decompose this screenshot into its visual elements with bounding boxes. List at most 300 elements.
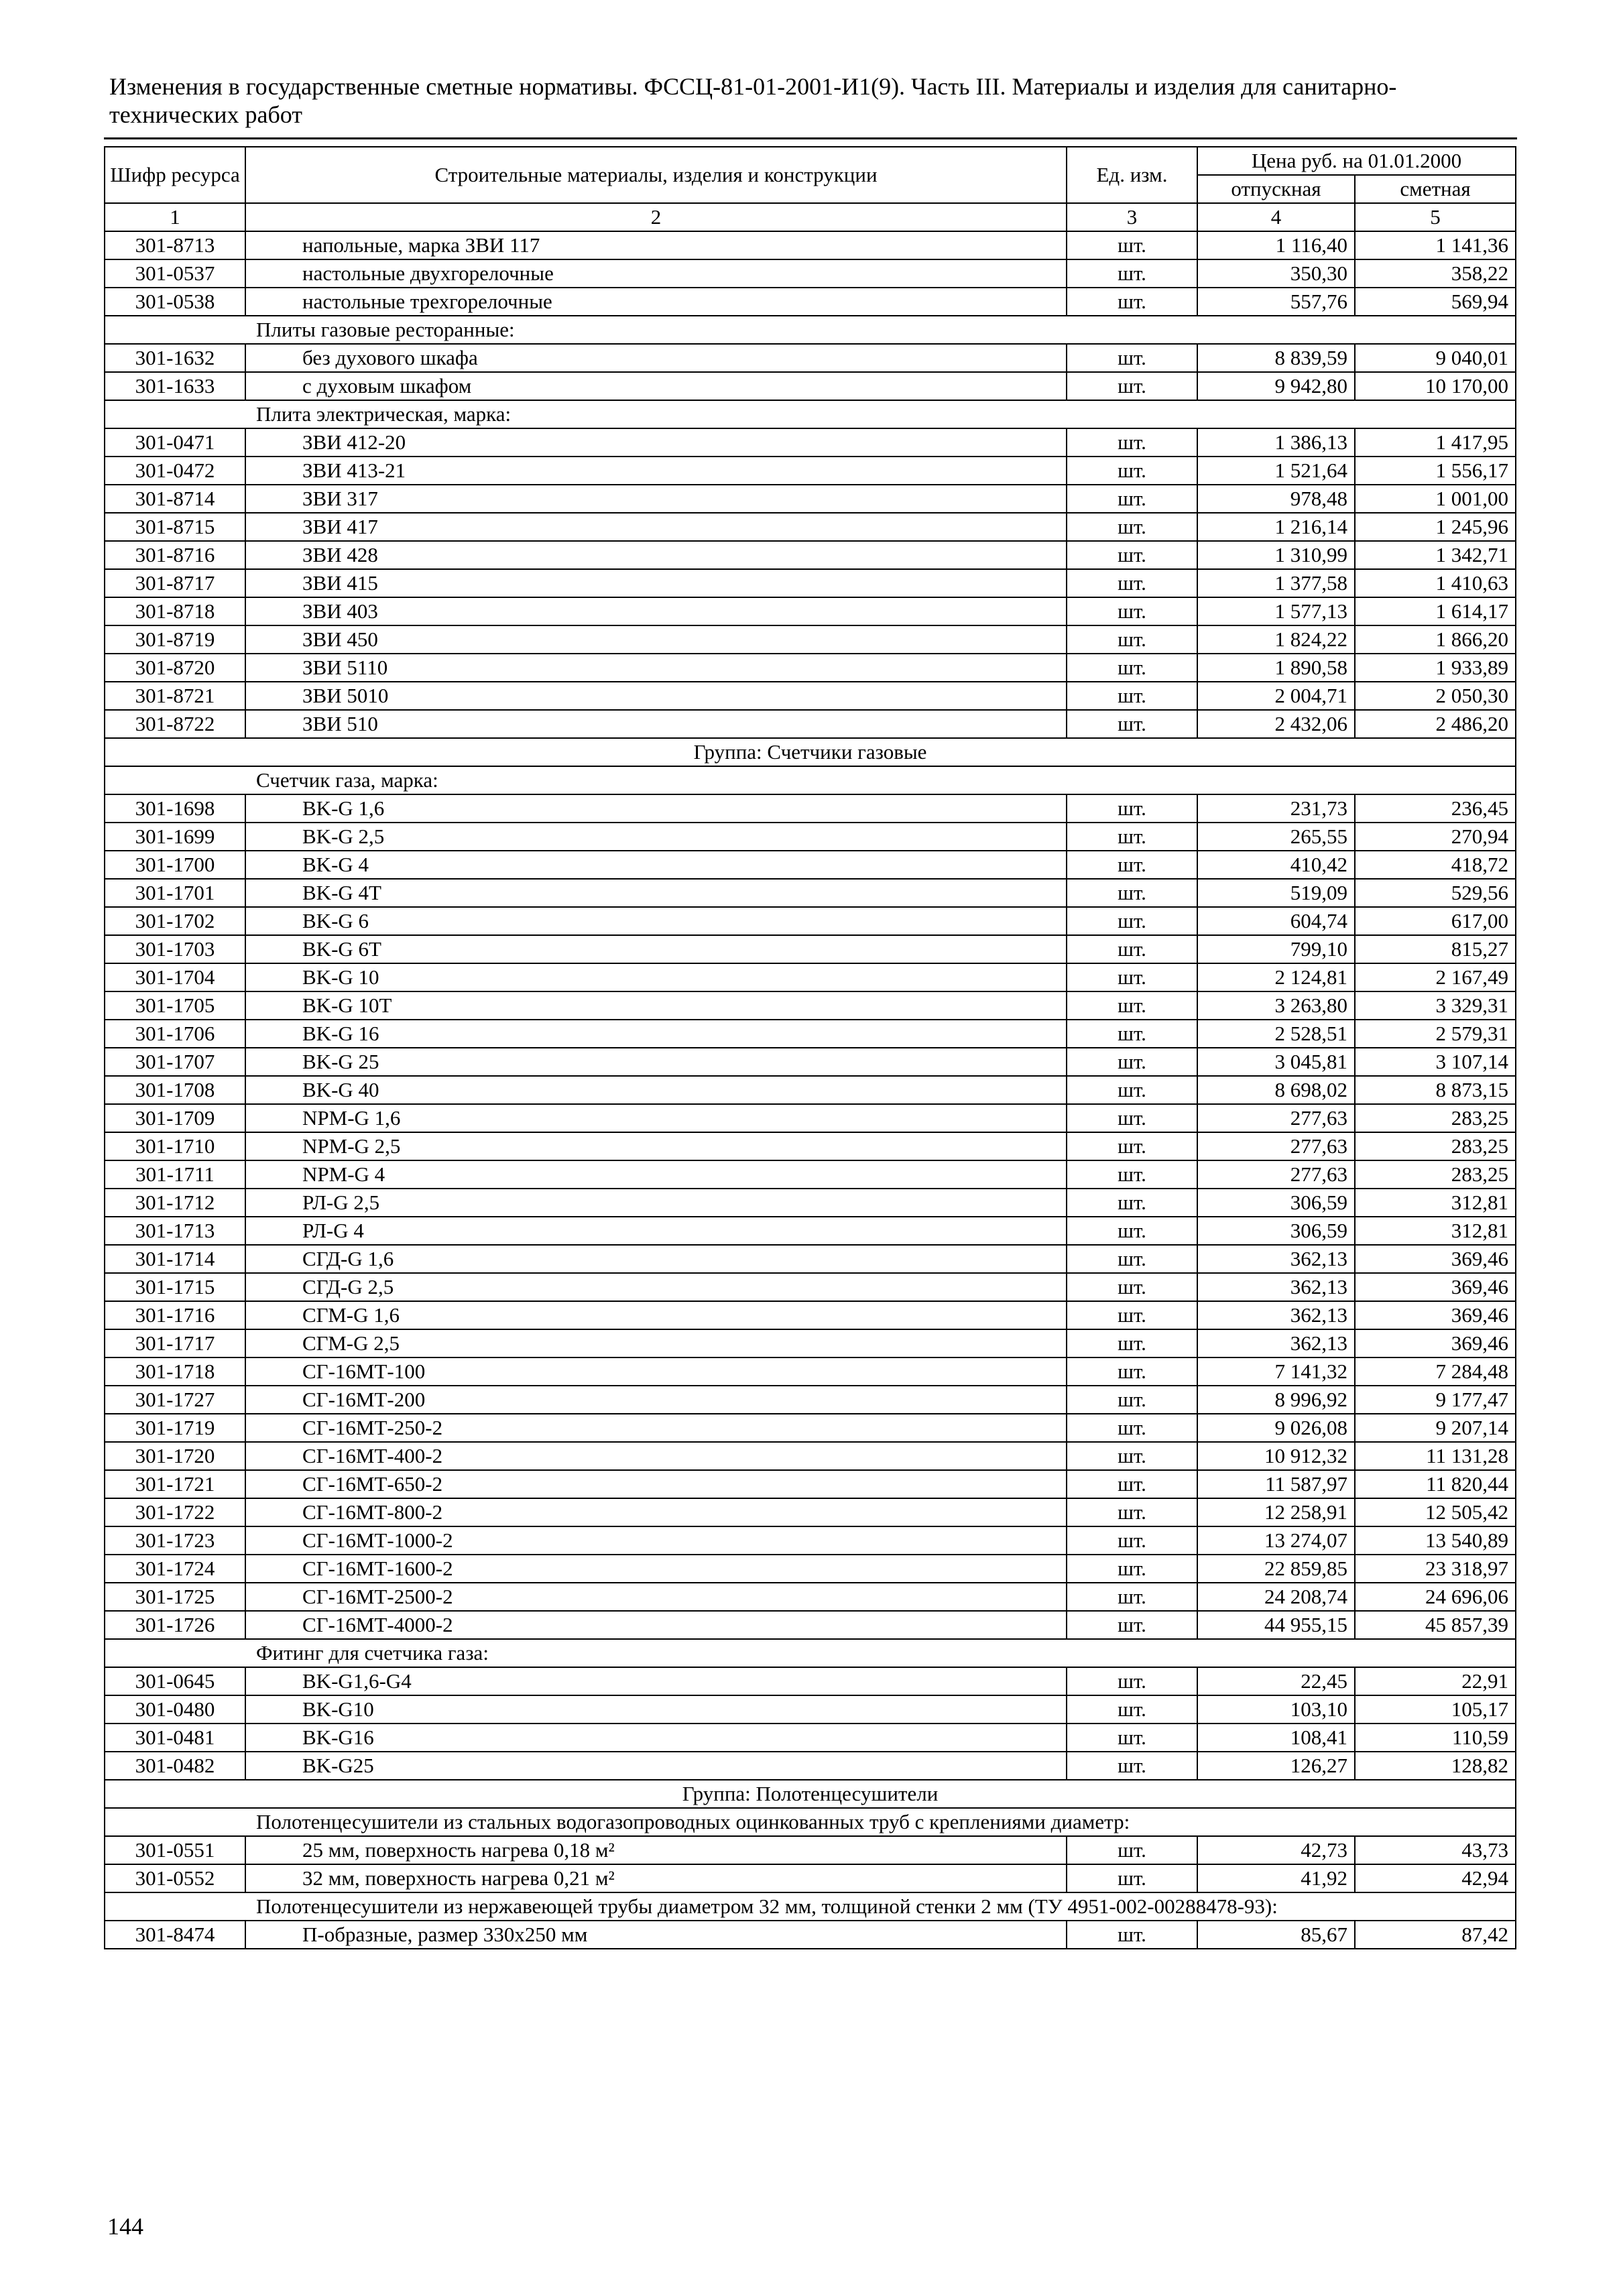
material-name: СГ-16МТ-1000-2 [245, 1526, 1067, 1555]
table-row [105, 935, 1516, 963]
group-row [105, 1780, 1516, 1808]
release-price: 1 824,22 [1197, 625, 1355, 654]
estimate-price: 369,46 [1355, 1245, 1516, 1273]
unit: шт. [1067, 1357, 1197, 1386]
table-row [105, 654, 1516, 682]
resource-code: 301-1703 [105, 935, 245, 963]
section-title: Полотенцесушители из стальных водогазопроводных оцинкованных труб с креплениями диаметр: [105, 1808, 1516, 1836]
material-name: ЗВИ 417 [245, 513, 1067, 541]
resource-code: 301-1704 [105, 963, 245, 991]
col-unit-header: Ед. изм. [1067, 147, 1197, 203]
resource-code: 301-1719 [105, 1414, 245, 1442]
material-name: ЗВИ 428 [245, 541, 1067, 569]
table-row [105, 1526, 1516, 1555]
table-row [105, 457, 1516, 485]
table-row [105, 1132, 1516, 1160]
material-name: СГ-16МТ-2500-2 [245, 1583, 1067, 1611]
material-name: СГ-16МТ-200 [245, 1386, 1067, 1414]
table-row [105, 288, 1516, 316]
resource-code: 301-8716 [105, 541, 245, 569]
unit: шт. [1067, 1442, 1197, 1470]
resource-code: 301-8721 [105, 682, 245, 710]
release-price: 277,63 [1197, 1104, 1355, 1132]
material-name: СГД-G 1,6 [245, 1245, 1067, 1273]
table-row [105, 1724, 1516, 1752]
release-price: 9 942,80 [1197, 372, 1355, 400]
estimate-price: 3 107,14 [1355, 1048, 1516, 1076]
resource-code: 301-1727 [105, 1386, 245, 1414]
unit: шт. [1067, 1667, 1197, 1695]
material-name: СГ-16МТ-650-2 [245, 1470, 1067, 1498]
resource-code: 301-1718 [105, 1357, 245, 1386]
unit: шт. [1067, 625, 1197, 654]
estimate-price: 13 540,89 [1355, 1526, 1516, 1555]
table-row [105, 485, 1516, 513]
table-row [105, 1583, 1516, 1611]
release-price: 1 386,13 [1197, 428, 1355, 457]
release-price: 362,13 [1197, 1245, 1355, 1273]
col-number: 3 [1067, 203, 1197, 231]
table-row [105, 1414, 1516, 1442]
resource-code: 301-8719 [105, 625, 245, 654]
estimate-price: 369,46 [1355, 1329, 1516, 1357]
release-price: 3 045,81 [1197, 1048, 1355, 1076]
unit: шт. [1067, 288, 1197, 316]
unit: шт. [1067, 1160, 1197, 1189]
release-price: 22,45 [1197, 1667, 1355, 1695]
release-price: 362,13 [1197, 1273, 1355, 1301]
group-title: Группа: Счетчики газовые [105, 738, 1516, 766]
unit: шт. [1067, 682, 1197, 710]
unit: шт. [1067, 794, 1197, 823]
material-name: BK-G1,6-G4 [245, 1667, 1067, 1695]
table-row [105, 1048, 1516, 1076]
unit: шт. [1067, 654, 1197, 682]
release-price: 103,10 [1197, 1695, 1355, 1724]
material-name: П-образные, размер 330х250 мм [245, 1921, 1067, 1949]
resource-code: 301-0480 [105, 1695, 245, 1724]
estimate-price: 23 318,97 [1355, 1555, 1516, 1583]
release-price: 557,76 [1197, 288, 1355, 316]
resource-code: 301-1722 [105, 1498, 245, 1526]
resource-code: 301-1720 [105, 1442, 245, 1470]
release-price: 8 996,92 [1197, 1386, 1355, 1414]
estimate-price: 42,94 [1355, 1864, 1516, 1892]
resource-code: 301-1708 [105, 1076, 245, 1104]
estimate-price: 617,00 [1355, 907, 1516, 935]
estimate-price: 1 245,96 [1355, 513, 1516, 541]
resource-code: 301-1715 [105, 1273, 245, 1301]
unit: шт. [1067, 1498, 1197, 1526]
unit: шт. [1067, 1217, 1197, 1245]
material-name: СГ-16МТ-1600-2 [245, 1555, 1067, 1583]
material-name: 25 мм, поверхность нагрева 0,18 м² [245, 1836, 1067, 1864]
material-name: ЗВИ 510 [245, 710, 1067, 738]
page-number: 144 [107, 2213, 143, 2240]
table-row [105, 1160, 1516, 1189]
material-name: ЗВИ 5010 [245, 682, 1067, 710]
section-title: Плиты газовые ресторанные: [105, 316, 1516, 344]
col-code-header: Шифр ресурса [105, 147, 245, 203]
material-name: BK-G 1,6 [245, 794, 1067, 823]
resource-code: 301-8722 [105, 710, 245, 738]
col-number: 5 [1355, 203, 1516, 231]
resource-code: 301-1717 [105, 1329, 245, 1357]
unit: шт. [1067, 963, 1197, 991]
table-row [105, 1667, 1516, 1695]
col-price-header: Цена руб. на 01.01.2000 [1197, 147, 1516, 175]
table-row [105, 625, 1516, 654]
resource-code: 301-1723 [105, 1526, 245, 1555]
material-name: BK-G 10T [245, 991, 1067, 1020]
col-number: 2 [245, 203, 1067, 231]
release-price: 42,73 [1197, 1836, 1355, 1864]
material-name: ЗВИ 5110 [245, 654, 1067, 682]
estimate-price: 8 873,15 [1355, 1076, 1516, 1104]
estimate-price: 2 486,20 [1355, 710, 1516, 738]
estimate-price: 369,46 [1355, 1301, 1516, 1329]
unit: шт. [1067, 935, 1197, 963]
material-name: настольные трехгорелочные [245, 288, 1067, 316]
resource-code: 301-1633 [105, 372, 245, 400]
resource-code: 301-8715 [105, 513, 245, 541]
unit: шт. [1067, 457, 1197, 485]
resource-code: 301-0482 [105, 1752, 245, 1780]
resource-code: 301-1707 [105, 1048, 245, 1076]
release-price: 12 258,91 [1197, 1498, 1355, 1526]
resource-code: 301-1726 [105, 1611, 245, 1639]
unit: шт. [1067, 1611, 1197, 1639]
resource-code: 301-0471 [105, 428, 245, 457]
table-row [105, 1695, 1516, 1724]
release-price: 604,74 [1197, 907, 1355, 935]
material-name: BK-G 4 [245, 851, 1067, 879]
release-price: 306,59 [1197, 1217, 1355, 1245]
release-price: 44 955,15 [1197, 1611, 1355, 1639]
material-name: СГ-16МТ-400-2 [245, 1442, 1067, 1470]
section-title: Фитинг для счетчика газа: [105, 1639, 1516, 1667]
unit: шт. [1067, 879, 1197, 907]
material-name: BK-G 6T [245, 935, 1067, 963]
table-row [105, 344, 1516, 372]
estimate-price: 2 167,49 [1355, 963, 1516, 991]
table-row [105, 1357, 1516, 1386]
unit: шт. [1067, 1470, 1197, 1498]
material-name: СГ-16МТ-100 [245, 1357, 1067, 1386]
unit: шт. [1067, 1526, 1197, 1555]
table-row [105, 1442, 1516, 1470]
table-row [105, 1020, 1516, 1048]
group-row [105, 738, 1516, 766]
table-row [105, 682, 1516, 710]
estimate-price: 283,25 [1355, 1104, 1516, 1132]
release-price: 24 208,74 [1197, 1583, 1355, 1611]
material-name: ЗВИ 403 [245, 597, 1067, 625]
unit: шт. [1067, 823, 1197, 851]
material-name: BK-G10 [245, 1695, 1067, 1724]
release-price: 1 890,58 [1197, 654, 1355, 682]
unit: шт. [1067, 1189, 1197, 1217]
unit: шт. [1067, 569, 1197, 597]
material-name: СГМ-G 2,5 [245, 1329, 1067, 1357]
table-row [105, 1836, 1516, 1864]
estimate-price: 1 866,20 [1355, 625, 1516, 654]
table-row [105, 513, 1516, 541]
estimate-price: 7 284,48 [1355, 1357, 1516, 1386]
table-row [105, 1611, 1516, 1639]
estimate-price: 312,81 [1355, 1217, 1516, 1245]
unit: шт. [1067, 1752, 1197, 1780]
material-name: BK-G16 [245, 1724, 1067, 1752]
release-price: 2 004,71 [1197, 682, 1355, 710]
section-row [105, 1639, 1516, 1667]
section-row [105, 316, 1516, 344]
table-row [105, 569, 1516, 597]
unit: шт. [1067, 485, 1197, 513]
unit: шт. [1067, 710, 1197, 738]
release-price: 126,27 [1197, 1752, 1355, 1780]
material-name: ЗВИ 412-20 [245, 428, 1067, 457]
release-price: 41,92 [1197, 1864, 1355, 1892]
release-price: 799,10 [1197, 935, 1355, 963]
section-row [105, 1892, 1516, 1921]
material-name: без духового шкафа [245, 344, 1067, 372]
release-price: 362,13 [1197, 1329, 1355, 1357]
resource-code: 301-8720 [105, 654, 245, 682]
table-row [105, 1189, 1516, 1217]
section-title: Счетчик газа, марка: [105, 766, 1516, 794]
page-header: Изменения в государственные сметные нормативы. ФССЦ-81-01-2001-И1(9). Часть III. Материалы и изделия для санитарно-технических работ [109, 73, 1397, 128]
release-price: 8 698,02 [1197, 1076, 1355, 1104]
estimate-price: 128,82 [1355, 1752, 1516, 1780]
resource-code: 301-8718 [105, 597, 245, 625]
estimate-price: 2 579,31 [1355, 1020, 1516, 1048]
release-price: 108,41 [1197, 1724, 1355, 1752]
unit: шт. [1067, 1329, 1197, 1357]
table-row [105, 259, 1516, 288]
resource-code: 301-0538 [105, 288, 245, 316]
release-price: 1 577,13 [1197, 597, 1355, 625]
release-price: 1 310,99 [1197, 541, 1355, 569]
unit: шт. [1067, 1583, 1197, 1611]
table-row [105, 963, 1516, 991]
estimate-price: 2 050,30 [1355, 682, 1516, 710]
material-name: BK-G 40 [245, 1076, 1067, 1104]
material-name: BK-G 16 [245, 1020, 1067, 1048]
unit: шт. [1067, 1245, 1197, 1273]
price-table [104, 146, 1516, 1949]
unit: шт. [1067, 259, 1197, 288]
estimate-price: 1 614,17 [1355, 597, 1516, 625]
table-row [105, 1076, 1516, 1104]
material-name: напольные, марка ЗВИ 117 [245, 231, 1067, 259]
unit: шт. [1067, 1048, 1197, 1076]
unit: шт. [1067, 541, 1197, 569]
release-price: 231,73 [1197, 794, 1355, 823]
resource-code: 301-0645 [105, 1667, 245, 1695]
material-name: BK-G 10 [245, 963, 1067, 991]
material-name: ЗВИ 413-21 [245, 457, 1067, 485]
resource-code: 301-1712 [105, 1189, 245, 1217]
resource-code: 301-1711 [105, 1160, 245, 1189]
estimate-price: 569,94 [1355, 288, 1516, 316]
unit: шт. [1067, 1076, 1197, 1104]
release-price: 2 124,81 [1197, 963, 1355, 991]
material-name: СГМ-G 1,6 [245, 1301, 1067, 1329]
table-row [105, 1104, 1516, 1132]
estimate-price: 529,56 [1355, 879, 1516, 907]
estimate-price: 9 177,47 [1355, 1386, 1516, 1414]
unit: шт. [1067, 1555, 1197, 1583]
col-name-header: Строительные материалы, изделия и конструкции [245, 147, 1067, 203]
material-name: BK-G 4T [245, 879, 1067, 907]
material-name: ЗВИ 450 [245, 625, 1067, 654]
estimate-price: 105,17 [1355, 1695, 1516, 1724]
resource-code: 301-0537 [105, 259, 245, 288]
release-price: 350,30 [1197, 259, 1355, 288]
unit: шт. [1067, 428, 1197, 457]
release-price: 410,42 [1197, 851, 1355, 879]
estimate-price: 1 141,36 [1355, 231, 1516, 259]
estimate-price: 10 170,00 [1355, 372, 1516, 400]
unit: шт. [1067, 907, 1197, 935]
release-price: 10 912,32 [1197, 1442, 1355, 1470]
resource-code: 301-1702 [105, 907, 245, 935]
table-row [105, 1245, 1516, 1273]
section-row [105, 1808, 1516, 1836]
unit: шт. [1067, 231, 1197, 259]
material-name: BK-G 25 [245, 1048, 1067, 1076]
release-price: 2 528,51 [1197, 1020, 1355, 1048]
estimate-price: 283,25 [1355, 1132, 1516, 1160]
resource-code: 301-1724 [105, 1555, 245, 1583]
estimate-price: 1 556,17 [1355, 457, 1516, 485]
estimate-price: 312,81 [1355, 1189, 1516, 1217]
estimate-price: 43,73 [1355, 1836, 1516, 1864]
unit: шт. [1067, 851, 1197, 879]
resource-code: 301-8714 [105, 485, 245, 513]
estimate-price: 369,46 [1355, 1273, 1516, 1301]
resource-code: 301-1699 [105, 823, 245, 851]
table-row [105, 597, 1516, 625]
estimate-price: 270,94 [1355, 823, 1516, 851]
section-row [105, 400, 1516, 428]
release-price: 306,59 [1197, 1189, 1355, 1217]
col-estimate-header: сметная [1355, 175, 1516, 203]
table-row [105, 1329, 1516, 1357]
header-rule [104, 137, 1517, 139]
table-row [105, 1217, 1516, 1245]
resource-code: 301-1705 [105, 991, 245, 1020]
estimate-price: 1 933,89 [1355, 654, 1516, 682]
estimate-price: 45 857,39 [1355, 1611, 1516, 1639]
release-price: 13 274,07 [1197, 1526, 1355, 1555]
col-number: 4 [1197, 203, 1355, 231]
resource-code: 301-1700 [105, 851, 245, 879]
section-title: Полотенцесушители из нержавеющей трубы диаметром 32 мм, толщиной стенки 2 мм (ТУ 4951-002-00288478-93): [105, 1892, 1516, 1921]
estimate-price: 3 329,31 [1355, 991, 1516, 1020]
estimate-price: 1 001,00 [1355, 485, 1516, 513]
unit: шт. [1067, 344, 1197, 372]
unit: шт. [1067, 1386, 1197, 1414]
table-row [105, 907, 1516, 935]
estimate-price: 110,59 [1355, 1724, 1516, 1752]
resource-code: 301-8717 [105, 569, 245, 597]
resource-code: 301-1632 [105, 344, 245, 372]
resource-code: 301-0472 [105, 457, 245, 485]
unit: шт. [1067, 1020, 1197, 1048]
release-price: 8 839,59 [1197, 344, 1355, 372]
material-name: РЛ-G 4 [245, 1217, 1067, 1245]
table-row [105, 428, 1516, 457]
material-name: NPM-G 1,6 [245, 1104, 1067, 1132]
resource-code: 301-1714 [105, 1245, 245, 1273]
unit: шт. [1067, 991, 1197, 1020]
material-name: NPM-G 2,5 [245, 1132, 1067, 1160]
unit: шт. [1067, 1273, 1197, 1301]
release-price: 22 859,85 [1197, 1555, 1355, 1583]
resource-code: 301-1706 [105, 1020, 245, 1048]
table-body [105, 231, 1516, 1949]
unit: шт. [1067, 1132, 1197, 1160]
unit: шт. [1067, 372, 1197, 400]
resource-code: 301-0551 [105, 1836, 245, 1864]
release-price: 1 116,40 [1197, 231, 1355, 259]
release-price: 85,67 [1197, 1921, 1355, 1949]
unit: шт. [1067, 1695, 1197, 1724]
material-name: BK-G 2,5 [245, 823, 1067, 851]
table-row [105, 231, 1516, 259]
material-name: СГ-16МТ-4000-2 [245, 1611, 1067, 1639]
release-price: 1 377,58 [1197, 569, 1355, 597]
table-row [105, 1752, 1516, 1780]
estimate-price: 9 207,14 [1355, 1414, 1516, 1442]
release-price: 362,13 [1197, 1301, 1355, 1329]
resource-code: 301-0481 [105, 1724, 245, 1752]
estimate-price: 1 342,71 [1355, 541, 1516, 569]
table-row [105, 1864, 1516, 1892]
estimate-price: 11 131,28 [1355, 1442, 1516, 1470]
resource-code: 301-8474 [105, 1921, 245, 1949]
resource-code: 301-1716 [105, 1301, 245, 1329]
release-price: 277,63 [1197, 1160, 1355, 1189]
estimate-price: 24 696,06 [1355, 1583, 1516, 1611]
release-price: 9 026,08 [1197, 1414, 1355, 1442]
resource-code: 301-1698 [105, 794, 245, 823]
table-row [105, 1470, 1516, 1498]
resource-code: 301-1709 [105, 1104, 245, 1132]
release-price: 7 141,32 [1197, 1357, 1355, 1386]
section-title: Плита электрическая, марка: [105, 400, 1516, 428]
estimate-price: 358,22 [1355, 259, 1516, 288]
unit: шт. [1067, 597, 1197, 625]
material-name: BK-G25 [245, 1752, 1067, 1780]
unit: шт. [1067, 1864, 1197, 1892]
material-name: с духовым шкафом [245, 372, 1067, 400]
material-name: СГД-G 2,5 [245, 1273, 1067, 1301]
release-price: 3 263,80 [1197, 991, 1355, 1020]
group-title: Группа: Полотенцесушители [105, 1780, 1516, 1808]
material-name: NPM-G 4 [245, 1160, 1067, 1189]
unit: шт. [1067, 1301, 1197, 1329]
release-price: 1 521,64 [1197, 457, 1355, 485]
col-number: 1 [105, 203, 245, 231]
table-row [105, 991, 1516, 1020]
unit: шт. [1067, 513, 1197, 541]
resource-code: 301-1721 [105, 1470, 245, 1498]
table-row [105, 879, 1516, 907]
estimate-price: 418,72 [1355, 851, 1516, 879]
